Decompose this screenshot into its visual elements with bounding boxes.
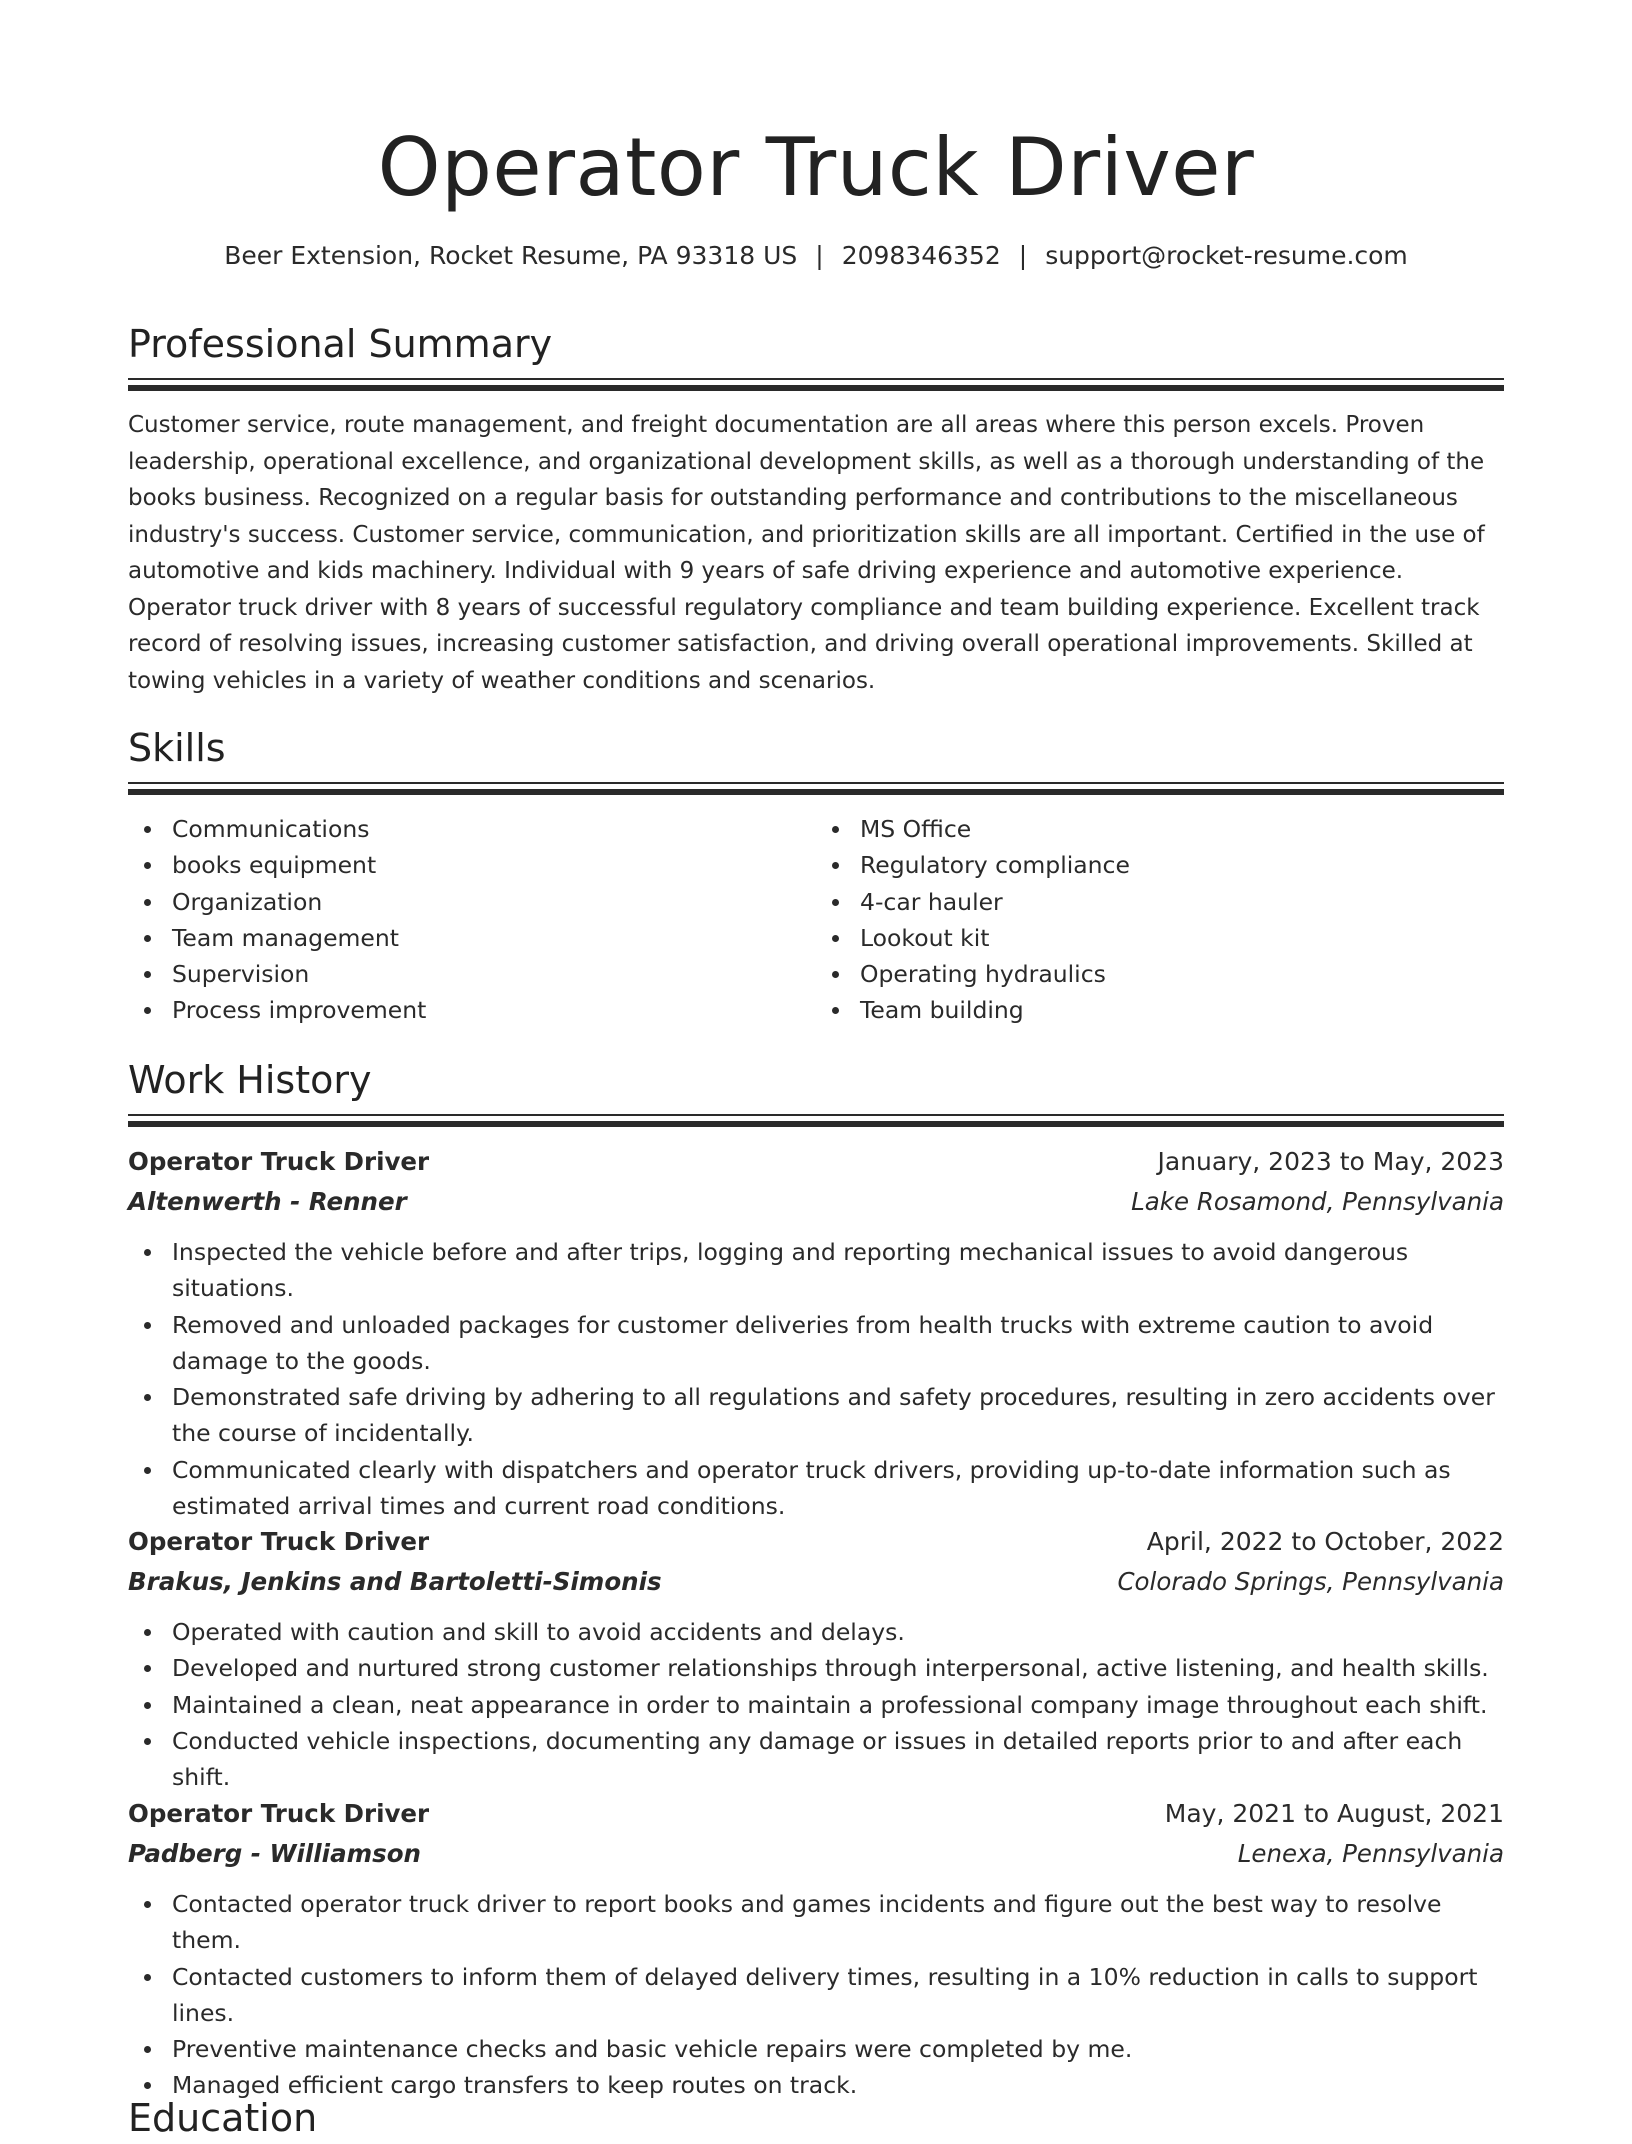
job-dates: May, 2021 to August, 2021: [1164, 1799, 1504, 1828]
job-bullet: Operated with caution and skill to avoid accidents and delays.: [172, 1614, 1504, 1650]
skill-item: Supervision: [172, 956, 816, 992]
job-bullet: Maintained a clean, neat appearance in order to maintain a professional company image throughout each shift.: [172, 1687, 1504, 1723]
contact-phone: 2098346352: [841, 241, 1001, 270]
job-dates: April, 2022 to October, 2022: [1146, 1527, 1504, 1556]
job-company: Brakus, Jenkins and Bartoletti-Simonis: [128, 1567, 662, 1596]
contact-separator: |: [1018, 241, 1028, 270]
skill-item: Team building: [860, 992, 1504, 1028]
skill-item: books equipment: [172, 847, 816, 883]
job-title: Operator Truck Driver: [128, 1147, 430, 1176]
skill-item: Lookout kit: [860, 920, 1504, 956]
job-bullet: Conducted vehicle inspections, documenting any damage or issues in detailed reports prior to and after each shift.: [172, 1723, 1504, 1796]
job-header: [128, 1794, 1504, 1834]
job-bullet: Demonstrated safe driving by adhering to all regulations and safety procedures, resulting in zero accidents over the course of incidentally.: [172, 1379, 1504, 1452]
job-company: Altenwerth - Renner: [128, 1187, 407, 1216]
section-rule: [128, 1114, 1504, 1127]
job-bullets: [128, 1614, 1504, 1795]
skills-column-right: [816, 811, 1504, 1029]
skills-column-left: [128, 811, 816, 1029]
contact-email[interactable]: support@rocket-resume.com: [1045, 241, 1408, 270]
job-dates: January, 2023 to May, 2023: [1157, 1147, 1504, 1176]
skill-item: Communications: [172, 811, 816, 847]
section-rule: [128, 782, 1504, 795]
job-bullet: Inspected the vehicle before and after trips, logging and reporting mechanical issues to avoid dangerous situations.: [172, 1234, 1504, 1307]
skill-item: Regulatory compliance: [860, 847, 1504, 883]
skill-item: 4-car hauler: [860, 884, 1504, 920]
skills-list: [128, 811, 1504, 1029]
job-subheader: [128, 1562, 1504, 1602]
job-location: Lenexa, Pennsylvania: [1237, 1839, 1504, 1868]
work-history-heading: Work History: [128, 1058, 372, 1102]
work-history-section: [128, 1054, 1504, 1127]
job-subheader: [128, 1834, 1504, 1874]
contact-separator: |: [815, 241, 824, 270]
job-company: Padberg - Williamson: [128, 1839, 421, 1868]
job-entry: [128, 1522, 1504, 1795]
job-entry: [128, 1142, 1504, 1524]
job-location: Lake Rosamond, Pennsylvania: [1131, 1187, 1504, 1216]
education-heading: Education: [128, 2096, 318, 2140]
skill-item: Organization: [172, 884, 816, 920]
job-header: [128, 1142, 1504, 1182]
job-bullet: Removed and unloaded packages for customer deliveries from health trucks with extreme caution to avoid damage to the goods.: [172, 1307, 1504, 1380]
skill-item: MS Office: [860, 811, 1504, 847]
skills-section: [128, 722, 1504, 1029]
job-bullets: [128, 1886, 1504, 2104]
skill-item: Team management: [172, 920, 816, 956]
skill-item: Operating hydraulics: [860, 956, 1504, 992]
job-bullet: Contacted operator truck driver to report books and games incidents and figure out the best way to resolve them.: [172, 1886, 1504, 1959]
job-title: Operator Truck Driver: [128, 1799, 430, 1828]
summary-heading: Professional Summary: [128, 322, 553, 366]
job-bullet: Managed efficient cargo transfers to keep routes on track.: [172, 2067, 1504, 2103]
job-entry: [128, 1794, 1504, 2104]
candidate-name: Operator Truck Driver: [377, 121, 1255, 214]
job-subheader: [128, 1182, 1504, 1222]
job-bullet: Communicated clearly with dispatchers and operator truck drivers, providing up-to-date information such as estimated arrival times and current road conditions.: [172, 1452, 1504, 1525]
job-title: Operator Truck Driver: [128, 1527, 430, 1556]
contact-line: [128, 238, 1504, 274]
skills-heading: Skills: [128, 726, 226, 770]
contact-address: Beer Extension, Rocket Resume, PA 93318 US: [224, 241, 798, 270]
section-rule: [128, 378, 1504, 391]
job-header: [128, 1522, 1504, 1562]
job-bullet: Preventive maintenance checks and basic vehicle repairs were completed by me.: [172, 2031, 1504, 2067]
skill-item: Process improvement: [172, 992, 816, 1028]
job-location: Colorado Springs, Pennsylvania: [1117, 1567, 1504, 1596]
summary-section: [128, 318, 1504, 699]
job-bullet: Contacted customers to inform them of delayed delivery times, resulting in a 10% reduction in calls to support lines.: [172, 1959, 1504, 2032]
summary-text: Customer service, route management, and freight documentation are all areas where this person excels. Proven leadership, operational excellence, and organizational development skills, as well as a thorough understanding of the books business. Recognized on a regular basis for outstanding performance and contributions to the miscellaneous industry's success. Customer service, communication, and prioritization skills are all important. Certified in the use of automotive and kids machinery. Individual with 9 years of safe driving experience and automotive experience. Operator truck driver with 8 years of successful regulatory compliance and team building experience. Excellent track record of resolving issues, increasing customer satisfaction, and driving overall operational improvements. Skilled at towing vehicles in a variety of weather conditions and scenarios.: [128, 412, 1485, 694]
job-bullets: [128, 1234, 1504, 1524]
job-bullet: Developed and nurtured strong customer relationships through interpersonal, active listening, and health skills.: [172, 1650, 1504, 1686]
